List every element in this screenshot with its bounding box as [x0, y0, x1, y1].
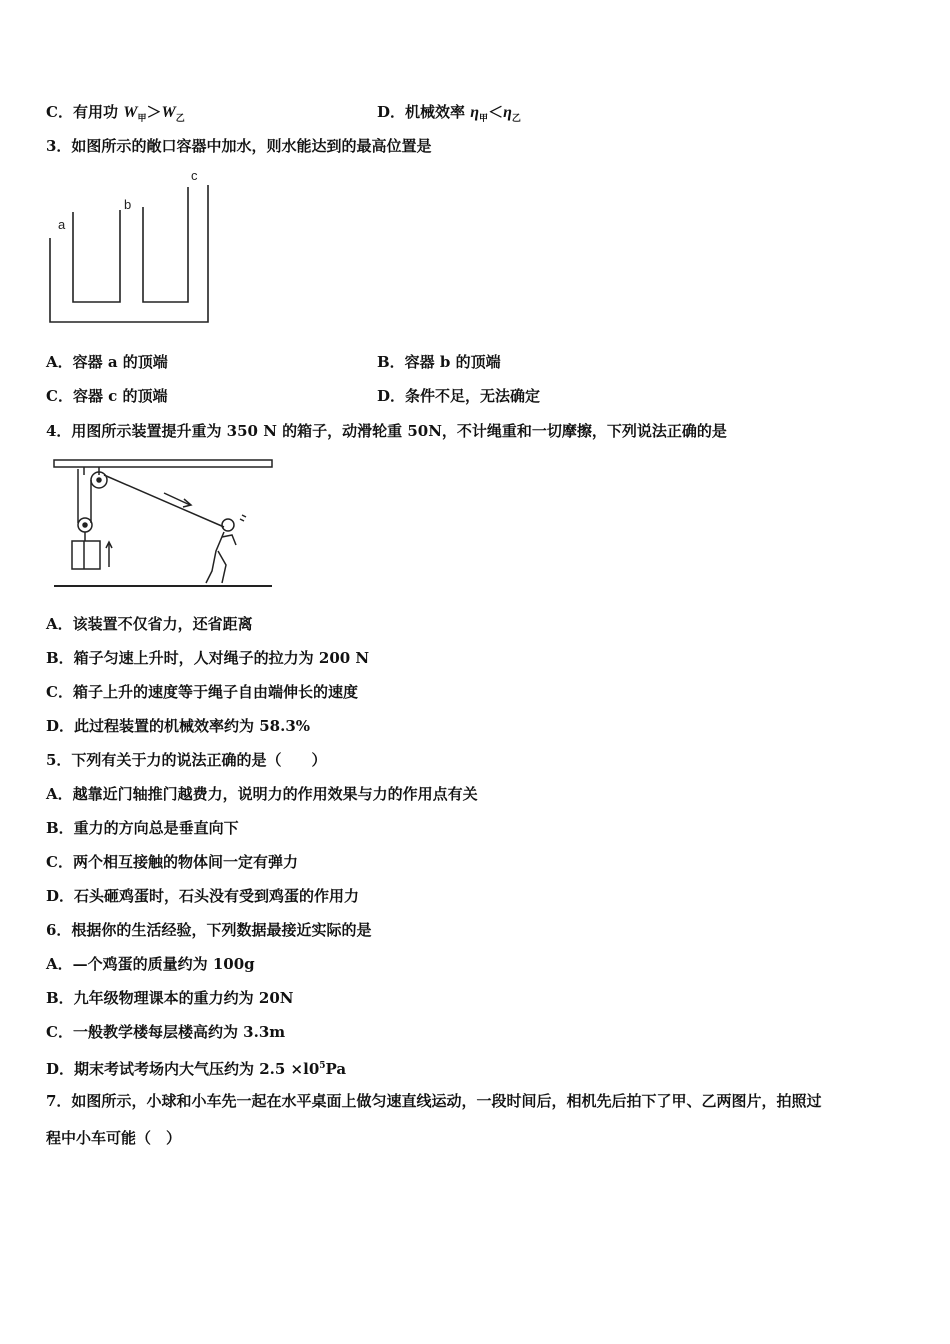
sweat-marks	[240, 515, 246, 521]
subscript: 乙	[175, 114, 185, 124]
q4-option-c: C．箱子上升的速度等于绳子自由端伸长的速度	[46, 683, 358, 701]
rope-free-end	[104, 475, 224, 527]
option-text: D．期末考试考场内大气压约为 2.5 ×l0	[46, 1060, 320, 1078]
q4-option-a: A．该装置不仅省力，还省距离	[46, 615, 253, 633]
q4-option-b: B．箱子匀速上升时，人对绳子的拉力为 200 N	[46, 649, 370, 667]
q5-option-c: C．两个相互接触的物体间一定有弹力	[46, 853, 298, 871]
q2-option-d	[377, 102, 521, 129]
math-var: W	[123, 104, 138, 121]
q2-option-c	[46, 102, 185, 129]
connected-containers-figure	[40, 165, 220, 330]
q5-stem: 5．下列有关于力的说法正确的是（ ）	[46, 751, 327, 769]
q5-option-a: A．越靠近门轴推门越费力，说明力的作用效果与力的作用点有关	[46, 785, 478, 803]
container-a-b-channel	[73, 210, 120, 302]
box	[72, 541, 100, 569]
q6-option-c: C．一般教学楼每层楼高约为 3.3m	[46, 1023, 286, 1041]
fixed-pulley-axle	[97, 478, 101, 482]
math-var: η	[470, 104, 480, 121]
ceiling-beam	[54, 460, 272, 467]
q6-option-d	[46, 1056, 346, 1079]
subscript: 乙	[511, 114, 521, 124]
q3-stem: 3．如图所示的敞口容器中加水，则水能达到的最高位置是	[46, 137, 432, 155]
label-c: c	[191, 168, 198, 183]
math-var: η	[503, 104, 512, 121]
movable-pulley-axle	[83, 523, 87, 527]
q3-option-b: B．容器 b 的顶端	[377, 353, 501, 371]
q7-stem-line1: 7．如图所示，小球和小车先一起在水平桌面上做匀速直线运动，一段时间后，相机先后拍下了甲、乙两图片，拍照过	[46, 1092, 822, 1110]
q6-option-a: A．—个鸡蛋的质量约为 100g	[46, 955, 255, 973]
q3-option-a: A．容器 a 的顶端	[46, 353, 168, 371]
q4-option-d: D．此过程装置的机械效率约为 58.3%	[46, 717, 311, 735]
option-label: C．	[46, 103, 73, 121]
math-op: ＞	[146, 103, 162, 121]
label-a: a	[58, 217, 66, 232]
person-arm	[222, 535, 236, 545]
option-text: 有用功	[72, 103, 118, 121]
q3-option-c: C．容器 c 的顶端	[46, 387, 168, 405]
q4-stem: 4．用图所示装置提升重为 350 N 的箱子，动滑轮重 50N，不计绳重和一切摩擦，下列说法正确的是	[46, 422, 727, 440]
subscript: 甲	[137, 114, 147, 124]
q5-option-d: D．石头砸鸡蛋时，石头没有受到鸡蛋的作用力	[46, 887, 360, 905]
math-op: ＜	[488, 103, 504, 121]
person-leg	[218, 551, 226, 583]
superscript: 5	[319, 1061, 326, 1071]
option-text: 机械效率	[405, 103, 466, 121]
q5-option-b: B．重力的方向总是垂直向下	[46, 819, 239, 837]
label-b: b	[124, 197, 132, 212]
q6-option-b: B．九年级物理课本的重力约为 20N	[46, 989, 294, 1007]
unit: Pa	[325, 1060, 347, 1078]
q6-stem: 6．根据你的生活经验，下列数据最接近实际的是	[46, 921, 372, 939]
subscript: 甲	[479, 114, 489, 124]
person-head	[222, 519, 234, 531]
q7-stem-line2: 程中小车可能（ ）	[46, 1129, 182, 1147]
container-b-c-channel	[143, 187, 188, 302]
pulley-figure	[44, 455, 280, 595]
q3-option-d: D．条件不足，无法确定	[377, 387, 541, 405]
option-label: D．	[377, 103, 406, 121]
math-var: W	[161, 104, 176, 121]
